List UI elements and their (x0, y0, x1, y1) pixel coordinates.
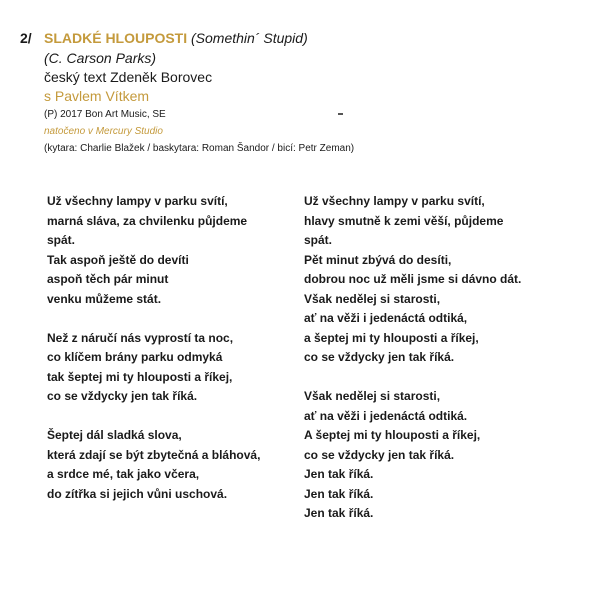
lyric-line: Jen tak říká. (304, 506, 374, 520)
lyric-line: Už všechny lampy v parku svítí, (47, 194, 228, 208)
featured-artist: s Pavlem Vítkem (44, 88, 150, 104)
track-number: 2/ (20, 30, 32, 46)
lyricist-credit: český text Zdeněk Borovec (44, 69, 213, 85)
lyric-line: spát. (47, 233, 76, 247)
stanza (304, 192, 521, 368)
lyric-line: co klíčem brány parku odmyká (47, 350, 223, 364)
stanza (47, 426, 260, 504)
lyric-line: tak šeptej mi ty hlouposti a říkej, (47, 369, 233, 384)
lyric-line: dobrou noc už měli jsme si dávno dát. (304, 272, 522, 286)
lyric-line: Tak aspoň ještě do devíti (47, 252, 189, 267)
lyric-line: Však nedělej si starosti, (304, 291, 441, 306)
lyric-line: co se vždycky jen tak říká. (304, 447, 455, 462)
song-title (44, 30, 308, 46)
song-title-czech: SLADKÉ HLOUPOSTI (44, 30, 188, 46)
studio-credit: natočeno v Mercury Studio (44, 126, 163, 137)
lyric-line: ať na věži i jedenáctá odtiká. (304, 408, 468, 423)
print-mark (338, 113, 343, 115)
musicians-credit: (kytara: Charlie Blažek / baskytara: Roman Šandor / bicí: Petr Zeman) (44, 143, 355, 154)
lyric-line: A šeptej mi ty hlouposti a říkej, (304, 428, 481, 442)
lyric-line: marná sláva, za chvilenku půjdeme (47, 213, 248, 228)
lyric-line: a šeptej mi ty hlouposti a říkej, (304, 330, 479, 345)
lyric-line: Šeptej dál sladká slova, (47, 428, 182, 442)
lyric-line: aspoň těch pár minut (47, 272, 169, 286)
stanza (47, 329, 260, 407)
lyric-line: Jen tak říká. (304, 486, 374, 501)
lyric-line: co se vždycky jen tak říká. (304, 350, 455, 364)
lyric-line: Už všechny lampy v parku svítí, (304, 194, 485, 208)
lyric-line: venku můžeme stát. (47, 291, 162, 306)
lyrics-left-column (47, 192, 260, 524)
lyric-line: Jen tak říká. (304, 467, 374, 481)
lyrics-right-column (304, 192, 521, 543)
lyric-line: spát. (304, 233, 333, 247)
lyric-line: co se vždycky jen tak říká. (47, 389, 198, 403)
phonogram-notice: (P) 2017 Bon Art Music, SE (44, 109, 166, 120)
lyric-line: ať na věži i jedenáctá odtiká, (304, 311, 468, 325)
stanza (304, 387, 521, 524)
lyric-line: Však nedělej si starosti, (304, 389, 441, 403)
song-title-original: (Somethin´ Stupid) (191, 30, 308, 46)
lyric-line: Než z náručí nás vyprostí ta noc, (47, 330, 234, 345)
lyric-line: a srdce mé, tak jako včera, (47, 467, 200, 481)
composer-credit: (C. Carson Parks) (44, 50, 157, 66)
lyric-line: Pět minut zbývá do desíti, (304, 252, 452, 267)
lyric-line: do zítřka si jejich vůni uschová. (47, 486, 228, 501)
lyric-line: hlavy smutně k zemi věší, půjdeme (304, 213, 504, 228)
stanza (47, 192, 260, 309)
lyric-line: která zdají se být zbytečná a bláhová, (47, 447, 261, 462)
